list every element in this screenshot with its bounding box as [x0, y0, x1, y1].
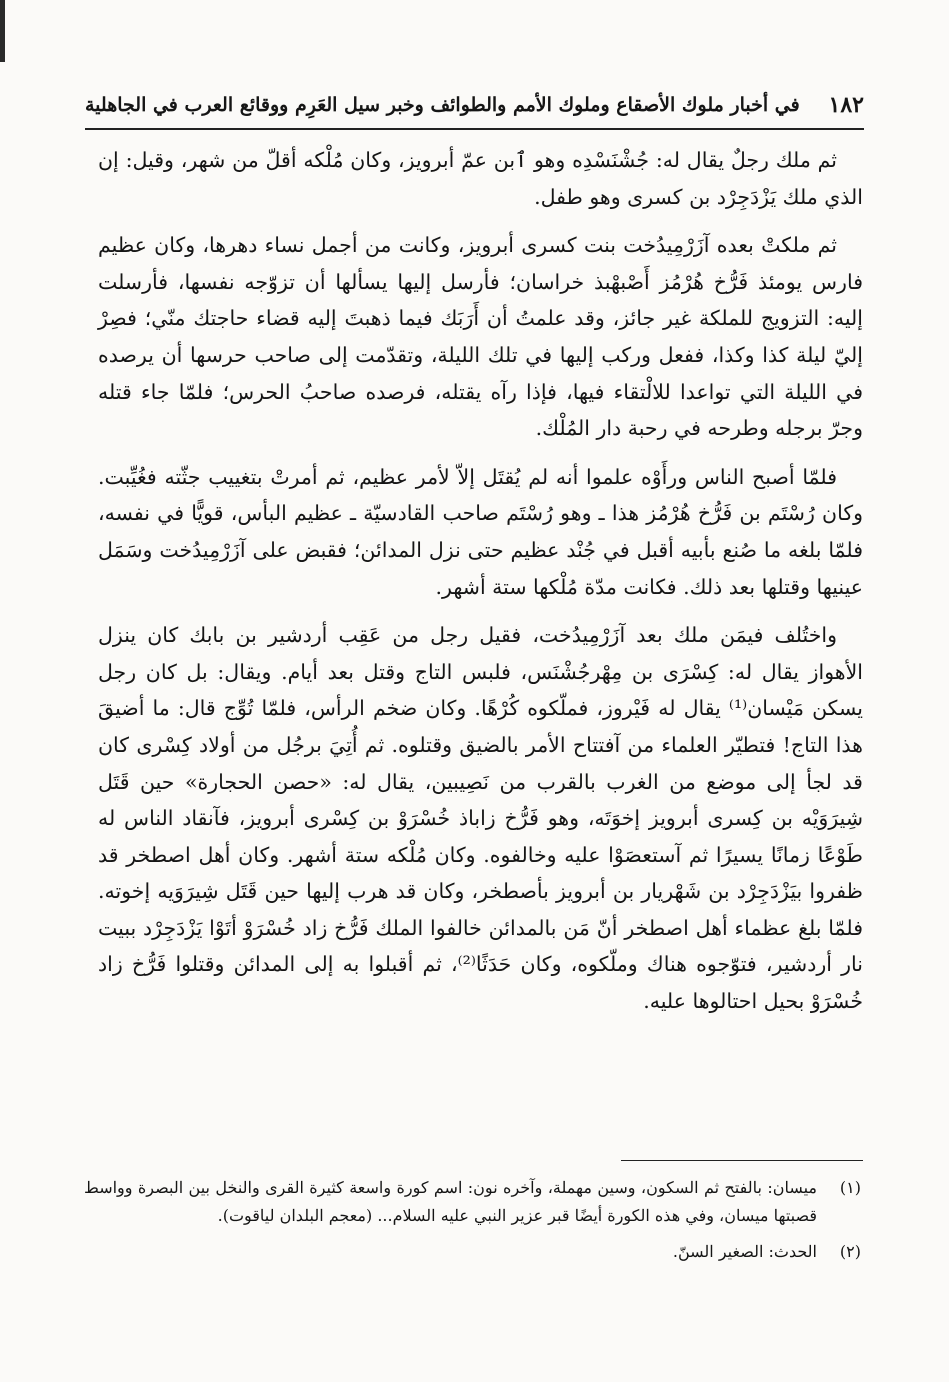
footnote-number: (٢) — [839, 1242, 861, 1261]
running-header — [85, 82, 864, 128]
running-title: في أخبار ملوك الأصقاع وملوك الأمم والطوائف وخبر سيل العَرِم ووقائع العرب في الجاهلية — [85, 94, 800, 116]
header-rule — [85, 128, 864, 130]
footnote-text: الحدث: الصغير السنّ. — [672, 1242, 817, 1261]
paragraph: فلمّا أصبح الناس ورأَوْه علموا أنه لم يُقتَل إلاّ لأمر عظيم، ثم أمرتْ بتغييب جثّته فغُيِّبت. وكان رُسْتَم بن فَرُّخ هُرْمُز هذا ـ وهو رُسْتَم صاحب القادسيّة ـ عظيم البأس، قويًّا في نفسه، فلمّا بلغه ما صُنع بأبيه أقبل في جُنْد عظيم حتى نزل المدائن؛ فقبض على آزَرْمِيدُخت وسَمَل عينيها وقتلها بعد ذلك. فكانت مدّة مُلْكها ستة أشهر. — [98, 464, 863, 599]
paragraph: ثم ملكتْ بعده آزَرْمِيدُخت بنت كسرى أبرويز، وكانت من أجمل نساء دهرها، وكان عظيم فارس يومئذ فَرُّخ هُرْمُز أَصْبهْبذ خراسان؛ فأرسل إليها يسألها أن تزوّجه نفسها، فأرسلت إليه: التزويج للملكة غير جائز، وقد علمتُ أن أَرَبَك فيما ذهبتَ إليه قضاء حاجتك منّي؛ فصِرْ إليّ ليلة كذا وكذا، ففعل وركب إليها في تلك الليلة، وتقدّمت إلى صاحب حرسها أن يرصده في الليلة التي تواعدا للالْتقاء فيها، فإذا رآه يقتله، فرصده صاحبُ الحرس؛ فلمّا جاء قتله وجرّ برجله وطرحه في رحبة دار المُلْك. — [98, 233, 863, 441]
footnote-rule — [621, 1160, 863, 1161]
page-edge-shadow — [0, 0, 5, 62]
footnote-number: (١) — [839, 1178, 861, 1197]
footnotes — [84, 1174, 861, 1274]
footnote-item — [84, 1174, 861, 1230]
page-number: ١٨٢ — [828, 92, 864, 118]
footnote-text: ميسان: بالفتح ثم السكون، وسين مهملة، وآخره نون: اسم كورة واسعة كثيرة القرى والنخل بين البصرة وواسط قصبتها ميسان، وفي هذه الكورة أيضًا قبر عزير النبي عليه السلام... (معجم البلدان لياقوت). — [84, 1178, 817, 1225]
footnote-item — [84, 1238, 861, 1266]
paragraph: ثم ملك رجلٌ يقال له: جُشْنَسْدِه وهو ٱبن عمّ أبرويز، وكان مُلْكه أقلّ من شهر، وقيل: إن الذي ملك يَزْدَجِرْد بن كسرى وهو طفل. — [98, 148, 863, 209]
main-text — [98, 142, 863, 1032]
paragraph: واختُلف فيمَن ملك بعد آزَرْمِيدُخت، فقيل رجل من عَقِب أردشير بن بابك كان ينزل الأهواز يقال له: كِسْرَى بن مِهْرجُشْنَس، فلبس التاج وقتل بعد أيام. ويقال: بل كان رجل يسكن مَيْسان⁽¹⁾ يقال له فَيْروز، فملّكوه كُرْهًا. وكان ضخم الرأس، فلمّا تُوِّج قال: ما أضيقَ هذا التاج! فتطيّر العلماء من آفتتاح الأمر بالضيق وقتلوه. ثم أُتِيَ برجُل من أولاد كِسْرى كان قد لجأ إلى موضع من الغرب بالقرب من نَصِيبين، يقال له: «حصن الحجارة» حين قَتَل شِيرَوَيْه بن كِسرى أبرويز إخوَتَه، وهو فَرُّخ زاباذ خُسْرَوْ بن كِسْرى أبرويز، فآنقاد الناس له طَوْعًا زمانًا يسيرًا ثم آستعصَوْا عليه وخالفوه. وكان مُلْكه ستة أشهر. وكان أهل اصطخر قد ظفروا بيَزْدَجِرْد بن شَهْريار بن أبرويز بأصطخر، وكان قد هرب إليها حين قَتَل شِيرَوَيه إخوته. فلمّا بلغ عظماء أهل اصطخر أنّ مَن بالمدائن خالفوا الملك فَرُّخ زاد خُسْرَوْ أتَوْا يَزْدَجِرْد ببيت نار أردشير، فتوّجوه هناك وملّكوه، وكان حَدَثًا⁽²⁾، ثم أقبلوا به إلى المدائن وقتلوا فَرُّخ زاد خُسْرَوْ بحيل احتالوها عليه. — [98, 623, 863, 1014]
